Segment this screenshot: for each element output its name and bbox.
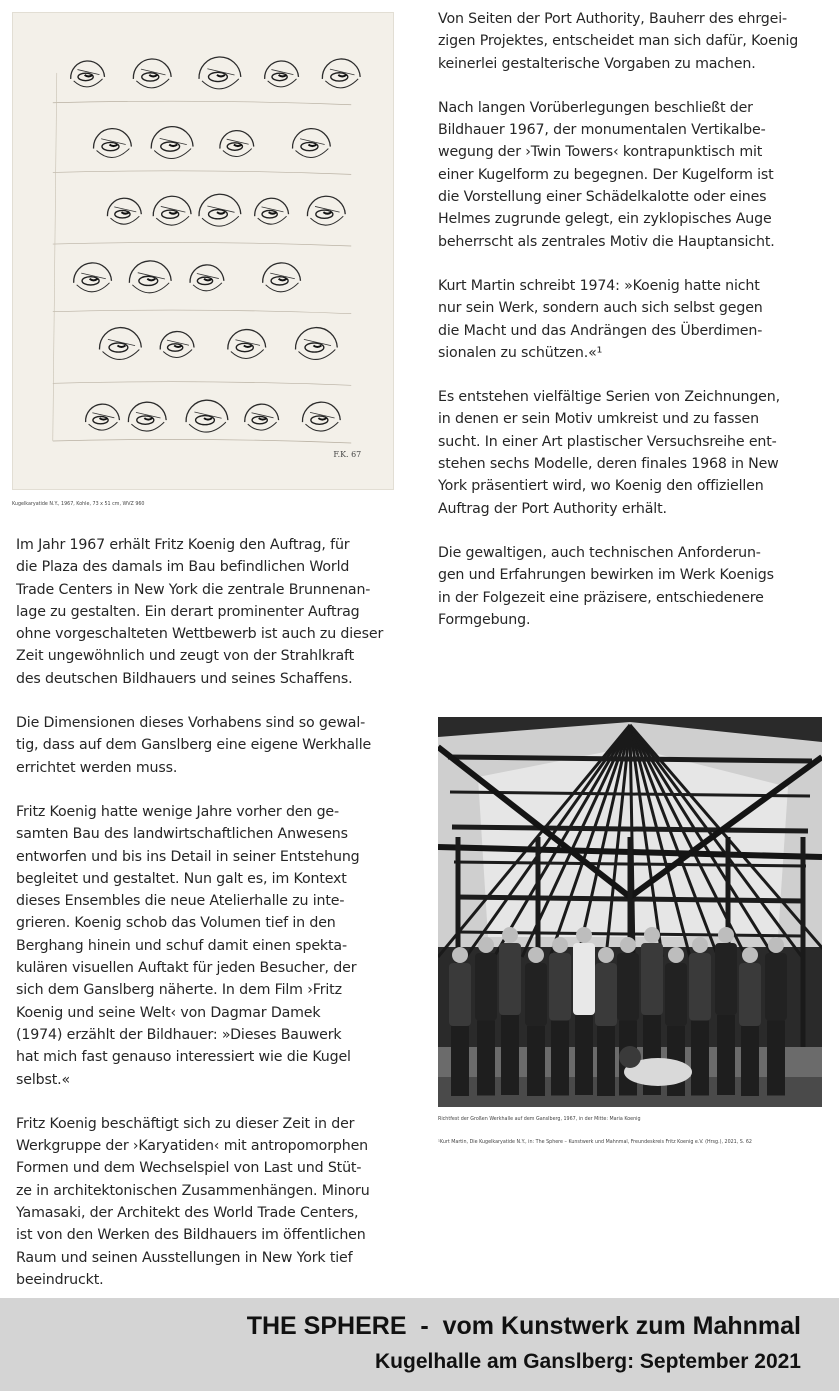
paragraph: Kurt Martin schreibt 1974: »Koenig hatte nicht nur sein Werk, sondern auch sich selbst gegen die Macht und das Andrängen des Überdimen- sionalen zu schützen.«¹ (438, 277, 763, 361)
workshop-hall-photo (438, 717, 822, 1107)
paragraph: Fritz Koenig beschäftigt sich zu dieser Zeit in der Werkgruppe der ›Karyatiden‹ mit antropomorphen Formen und dem Wechselspiel von Last und Stüt- ze in architektonischen Zusammenhängen. Minoru Yamasaki, der Architekt des World Trade Centers, ist von den Werken des Bildhauers im öffentlichen Raum und seinen Ausstellungen in New York tief beeindruckt. (16, 1115, 370, 1288)
paragraph: Es entstehen vielfältige Serien von Zeichnungen, in denen er sein Motiv umkreist und zu fassen sucht. In einer Art plastischer Versuchsreihe ent- stehen sechs Modelle, deren finales 1968 in New York präsentiert wird, wo Koenig den offiziellen Auftrag der Port Authority erhält. (438, 389, 780, 517)
right-text-column (438, 8, 830, 653)
sphere-sketch-drawing (12, 12, 394, 490)
sketch-signature: F.K. 67 (333, 449, 362, 459)
footer-banner (0, 1298, 839, 1391)
paragraph: Die Dimensionen dieses Vorhabens sind so gewal- tig, dass auf dem Ganslberg eine eigene Werkhalle errichtet werden muss. (16, 715, 372, 776)
left-text-column (16, 534, 401, 1313)
paragraph: Von Seiten der Port Authority, Bauherr des ehrgei- zigen Projektes, entscheidet man sich dafür, Koenig keinerlei gestalterische Vorgaben zu machen. (438, 11, 799, 72)
sketch-svg (13, 13, 393, 489)
photo-caption: Richtfest der Großen Werkhalle auf dem Ganslberg, 1967, in der Mitte: Maria Koenig (438, 1117, 641, 1122)
paragraph: Nach langen Vorüberlegungen beschließt der Bildhauer 1967, der monumentalen Vertikalbe- wegung der ›Twin Towers‹ kontrapunktisch mit einer Kugelform zu begegnen. Der Kugelform ist die Vorstellung einer Schädelkalotte oder eines Helmes zugrunde gelegt, ein zyklopisches Auge beherrscht als zentrales Motiv die Hauptansicht. (438, 99, 775, 250)
drawing-caption: Kugelkaryatide N.Y., 1967, Kohle, 73 x 51 cm, WVZ 960 (12, 502, 145, 507)
footnote: ¹Kurt Martin, Die Kugelkaryatide N.Y., in: The Sphere – Kunstwerk und Mahnmal, Freundeskreis Fritz Koenig e.V. (Hrsg.), 2021, S. 62 (438, 1140, 752, 1145)
footer-title: THE SPHERE - vom Kunstwerk zum Mahnmal (246, 1312, 801, 1340)
photo-svg (438, 717, 822, 1107)
paragraph: Im Jahr 1967 erhält Fritz Koenig den Auftrag, für die Plaza des damals im Bau befindlichen World Trade Centers in New York die zentrale Brunnenan- lage zu gestalten. Ein derart prominenter Auftrag ohne vorgeschalteten Wettbewerb ist auch zu dieser Zeit ungewöhnlich und zeugt von der Strahlkraft des deutschen Bildhauers und seines Schaffens. (16, 537, 384, 687)
paragraph: Die gewaltigen, auch technischen Anforderun- gen und Erfahrungen bewirken im Werk Koenigs in der Folgezeit eine präzisere, entschiedenere Formgebung. (438, 544, 774, 628)
footer-subtitle: Kugelhalle am Ganslberg: September 2021 (375, 1350, 801, 1373)
paragraph: Fritz Koenig hatte wenige Jahre vorher den ge- samten Bau des landwirtschaftlichen Anwesens entworfen und bis ins Detail in seiner Entstehung begleitet und gestaltet. Nun galt es, im Kontext dieses Ensembles die neue Atelierhalle zu inte- grieren. Koenig schob das Volumen tief in den Berghang hinein und schuf damit einen spekta- kulären visuellen Auftakt für jeden Besucher, der sich dem Ganslberg näherte. In dem Film ›Fritz Koenig und seine Welt‹ von Dagmar Damek (1974) erzählt der Bildhauer: »Dieses Bauwerk hat mich fast genauso interessiert wie die Kugel selbst.« (16, 803, 360, 1088)
